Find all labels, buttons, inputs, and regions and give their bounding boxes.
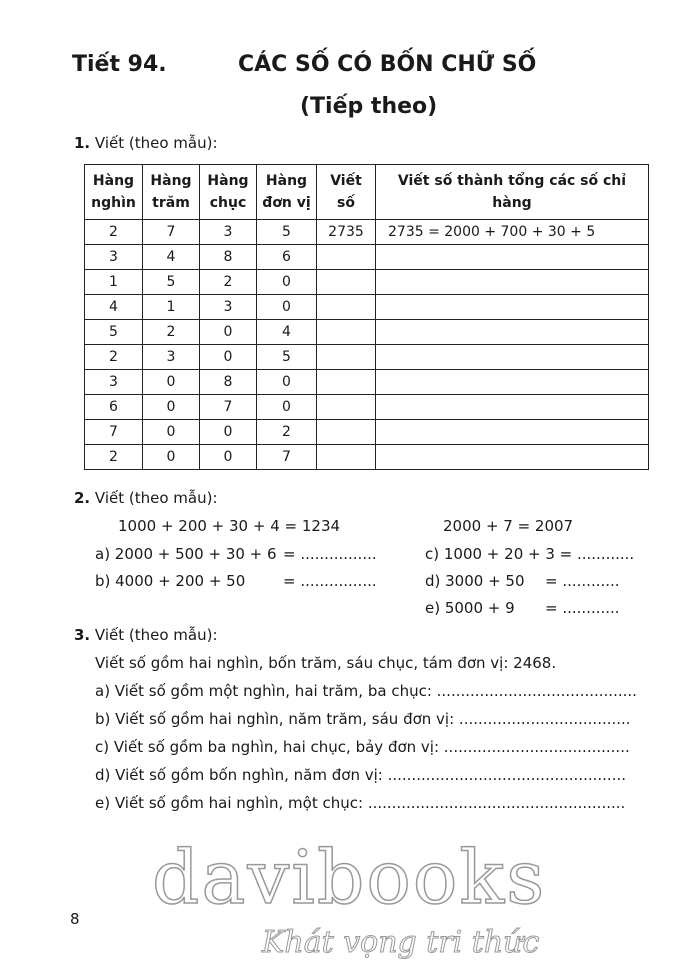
example-2: 2000 + 7 = 2007 <box>443 517 574 535</box>
column-header <box>376 165 649 220</box>
page-number: 8 <box>70 910 80 928</box>
table-cell: 5 <box>257 345 317 370</box>
table-cell[interactable] <box>317 395 376 420</box>
exercise-3-example: Viết số gồm hai nghìn, bốn trăm, sáu chục, tám đơn vị: 2468. <box>95 654 557 672</box>
column-header-line: nghìn <box>91 195 136 211</box>
table-cell: 1 <box>85 270 143 295</box>
table-cell: 0 <box>257 270 317 295</box>
table-cell[interactable] <box>376 420 649 445</box>
column-header-line: trăm <box>152 195 190 211</box>
watermark-brand: davibooks <box>152 835 547 921</box>
table-cell: 5 <box>257 220 317 245</box>
column-header-line: chục <box>209 195 247 211</box>
column-header <box>317 165 376 220</box>
table-cell: 7 <box>257 445 317 470</box>
table-row <box>85 345 649 370</box>
column-header-line: đơn vị <box>262 195 311 211</box>
table-cell: 4 <box>257 320 317 345</box>
watermark-slogan: Khát vọng tri thức <box>262 925 540 960</box>
table-cell[interactable] <box>317 295 376 320</box>
table-row <box>85 420 649 445</box>
table-cell[interactable] <box>376 295 649 320</box>
exercise-3-item[interactable]: d) Viết số gồm bốn nghìn, năm đơn vị: .................................................. <box>95 766 626 784</box>
table-cell: 7 <box>200 395 257 420</box>
exercise-3-item[interactable]: a) Viết số gồm một nghìn, hai trăm, ba chục: .......................................... <box>95 682 637 700</box>
table-cell: 6 <box>85 395 143 420</box>
table-cell: 2 <box>85 345 143 370</box>
table-cell[interactable] <box>317 445 376 470</box>
table-row <box>85 395 649 420</box>
table-cell: 0 <box>143 420 200 445</box>
item-b: b) 4000 + 200 + 50 <box>95 572 246 590</box>
column-header-line: Viết số thành tổng các số chỉ hàng <box>397 173 627 211</box>
table-cell: 7 <box>143 220 200 245</box>
table-cell[interactable] <box>317 345 376 370</box>
column-header-line: Hàng <box>207 173 249 189</box>
table-cell: 6 <box>257 245 317 270</box>
exercise-2-heading: 2. Viết (theo mẫu): <box>74 489 218 507</box>
table-cell[interactable] <box>317 320 376 345</box>
table-cell[interactable] <box>376 395 649 420</box>
column-header-line: Hàng <box>92 173 135 189</box>
item-a-answer[interactable]: = ................ <box>283 545 377 563</box>
table-cell[interactable] <box>376 245 649 270</box>
table-cell: 7 <box>85 420 143 445</box>
table-row <box>85 220 649 245</box>
item-e: e) 5000 + 9 <box>425 599 515 617</box>
page-title: CÁC SỐ CÓ BỐN CHỮ SỐ <box>238 52 537 77</box>
table-row <box>85 370 649 395</box>
exercise-3-item[interactable]: e) Viết số gồm hai nghìn, một chục: ...................................................... <box>95 794 626 812</box>
exercise-3-item[interactable]: b) Viết số gồm hai nghìn, năm trăm, sáu đơn vị: .................................... <box>95 710 631 728</box>
table-cell: 2 <box>85 220 143 245</box>
table-cell: 0 <box>200 320 257 345</box>
table-cell: 5 <box>143 270 200 295</box>
table-cell: 2735 = 2000 + 700 + 30 + 5 <box>376 220 649 245</box>
table-cell: 2 <box>257 420 317 445</box>
item-e-answer[interactable]: = ............ <box>545 599 620 617</box>
table-cell: 2 <box>200 270 257 295</box>
table-cell[interactable] <box>317 420 376 445</box>
column-header-line: Hàng <box>265 173 308 189</box>
table-cell[interactable] <box>317 270 376 295</box>
table-cell[interactable] <box>317 370 376 395</box>
table-cell[interactable] <box>376 320 649 345</box>
column-header <box>85 165 143 220</box>
column-header <box>257 165 317 220</box>
table-row <box>85 270 649 295</box>
item-a: a) 2000 + 500 + 30 + 6 <box>95 545 277 563</box>
table-row <box>85 445 649 470</box>
lesson-number: Tiết 94. <box>72 52 167 77</box>
table-cell: 0 <box>143 395 200 420</box>
table-cell: 0 <box>257 295 317 320</box>
table-cell: 8 <box>200 245 257 270</box>
item-b-answer[interactable]: = ................ <box>283 572 377 590</box>
table-cell: 4 <box>143 245 200 270</box>
place-value-table <box>84 164 649 470</box>
column-header-line: Viết <box>330 173 362 189</box>
item-d: d) 3000 + 50 <box>425 572 525 590</box>
table-cell: 3 <box>200 295 257 320</box>
column-header <box>143 165 200 220</box>
item-c[interactable]: c) 1000 + 20 + 3 = ............ <box>425 545 635 563</box>
column-header-line: Hàng <box>150 173 192 189</box>
table-cell: 2 <box>143 320 200 345</box>
table-cell[interactable] <box>376 445 649 470</box>
table-cell: 0 <box>257 370 317 395</box>
table-cell: 3 <box>143 345 200 370</box>
exercise-3-item[interactable]: c) Viết số gồm ba nghìn, hai chục, bảy đơn vị: ....................................... <box>95 738 630 756</box>
exercise-1-heading: 1. Viết (theo mẫu): <box>74 134 218 152</box>
table-cell[interactable] <box>376 370 649 395</box>
table-cell: 0 <box>257 395 317 420</box>
table-cell: 3 <box>85 370 143 395</box>
item-d-answer[interactable]: = ............ <box>545 572 620 590</box>
table-cell: 3 <box>85 245 143 270</box>
table-cell[interactable] <box>376 270 649 295</box>
table-cell: 0 <box>200 345 257 370</box>
table-cell: 0 <box>143 370 200 395</box>
column-header-line: số <box>337 195 355 211</box>
table-cell: 0 <box>200 420 257 445</box>
page-subtitle: (Tiếp theo) <box>300 94 438 119</box>
exercise-3-heading: 3. Viết (theo mẫu): <box>74 626 218 644</box>
table-row <box>85 295 649 320</box>
table-cell[interactable] <box>376 345 649 370</box>
column-header <box>200 165 257 220</box>
table-cell: 8 <box>200 370 257 395</box>
table-cell: 3 <box>200 220 257 245</box>
table-cell: 0 <box>143 445 200 470</box>
example-1: 1000 + 200 + 30 + 4 = 1234 <box>118 517 341 535</box>
table-cell: 0 <box>200 445 257 470</box>
table-cell: 5 <box>85 320 143 345</box>
table-row <box>85 245 649 270</box>
table-cell: 2735 <box>317 220 376 245</box>
table-cell: 4 <box>85 295 143 320</box>
table-cell: 1 <box>143 295 200 320</box>
table-cell[interactable] <box>317 245 376 270</box>
table-row <box>85 320 649 345</box>
table-cell: 2 <box>85 445 143 470</box>
